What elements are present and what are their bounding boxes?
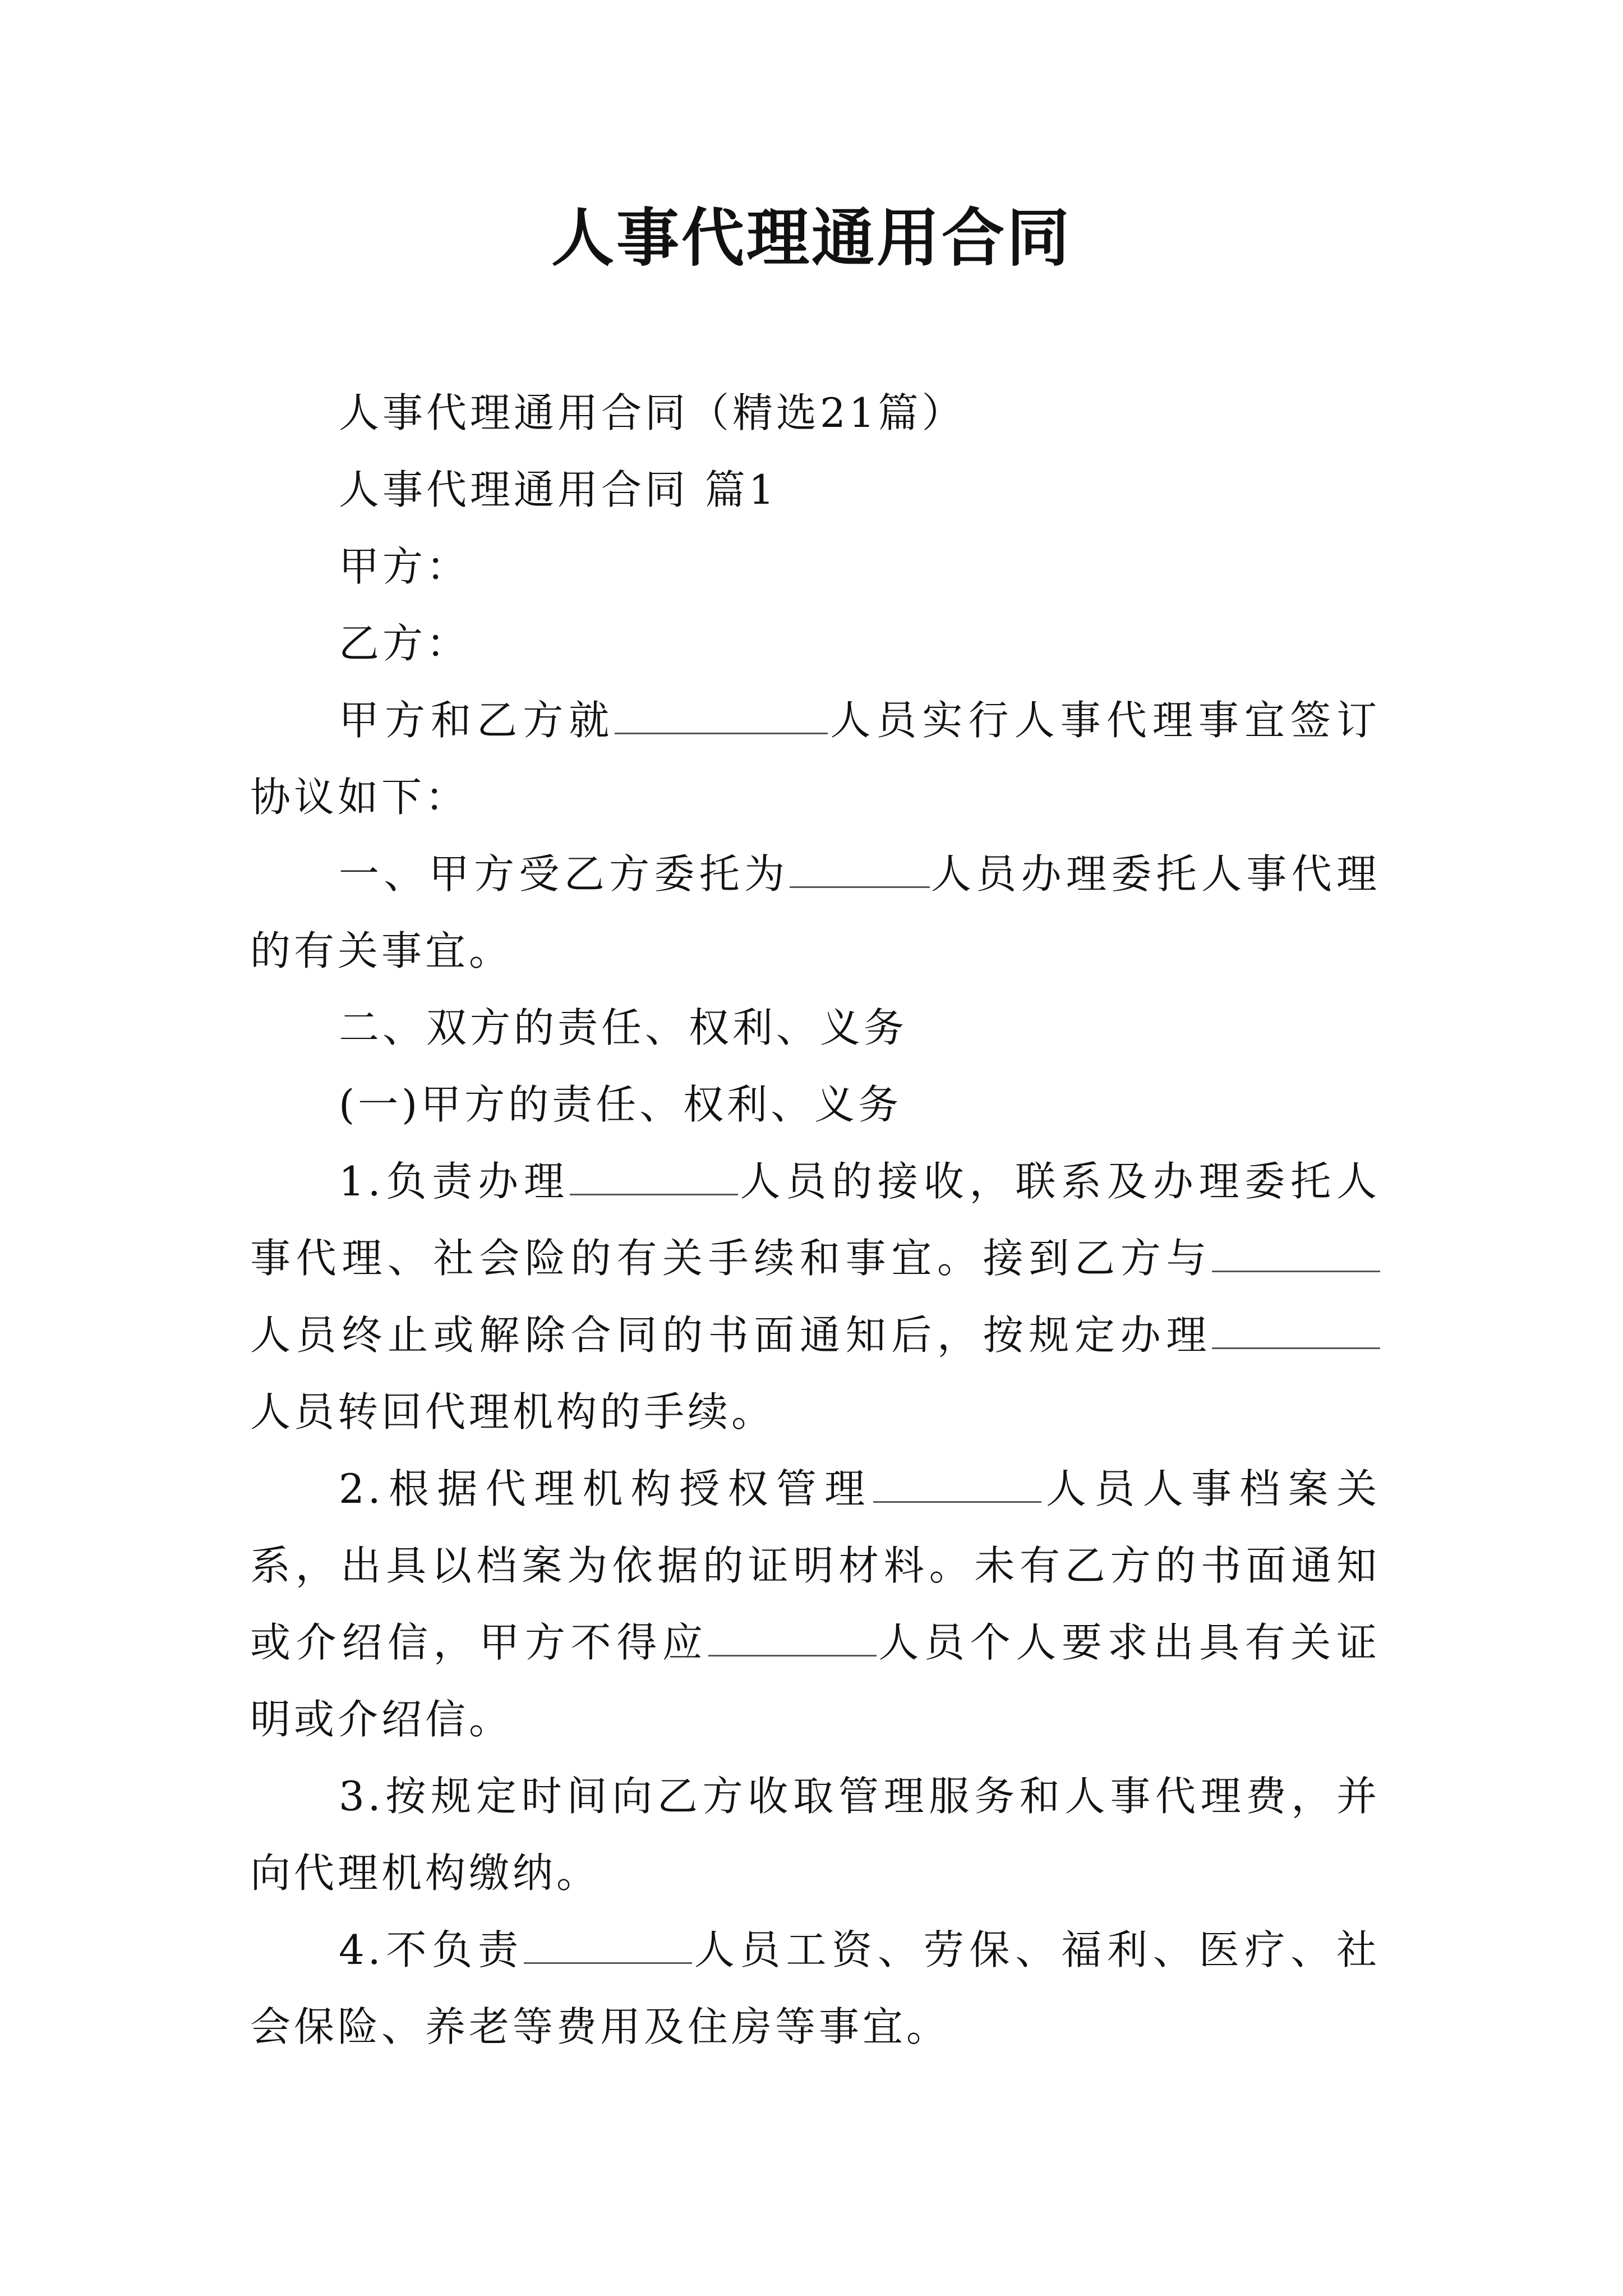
paragraph-party-b bbox=[250, 605, 1380, 682]
text-run: 人员的接收，联系及办理委托人事代理、社会险的有关手续和事宜。接到乙方与 bbox=[250, 1158, 1380, 1282]
text-run: 乙方： bbox=[339, 620, 471, 667]
fill-in-blank bbox=[615, 692, 828, 734]
paragraph-agreement-intro bbox=[250, 682, 1380, 836]
text-run: 甲方和乙方就 bbox=[339, 697, 615, 744]
text-run: 甲方： bbox=[339, 543, 471, 590]
paragraph-item-4 bbox=[250, 1912, 1380, 2065]
text-run: 一、甲方受乙方委托为 bbox=[339, 850, 790, 898]
paragraph-item-3 bbox=[250, 1758, 1380, 1912]
paragraph-subtitle bbox=[250, 375, 1380, 452]
paragraph-item-1 bbox=[250, 1143, 1380, 1451]
text-run: 人员工资、劳保、福利、医疗、社会保险、养老等费用及住房等事宜。 bbox=[250, 1926, 1380, 2050]
text-run: 1.负责办理 bbox=[339, 1158, 570, 1205]
text-run: 二、双方的责任、权利、义务 bbox=[339, 1004, 908, 1051]
paragraph-clause-2-heading bbox=[250, 990, 1380, 1066]
paragraph-clause-1 bbox=[250, 836, 1380, 990]
fill-in-blank bbox=[570, 1153, 738, 1195]
text-run: 4.不负责 bbox=[339, 1926, 524, 1973]
paragraph-section-heading bbox=[250, 452, 1380, 528]
document-body bbox=[250, 375, 1380, 2065]
text-run: 人事代理通用合同（精选21篇） bbox=[339, 389, 966, 436]
text-run: 人员转回代理机构的手续。 bbox=[250, 1388, 776, 1435]
fill-in-blank bbox=[1212, 1230, 1380, 1272]
fill-in-blank bbox=[1212, 1307, 1380, 1349]
paragraph-item-2 bbox=[250, 1451, 1380, 1758]
text-run: 3.按规定时间向乙方收取管理服务和人事代理费，并向代理机构缴纳。 bbox=[250, 1773, 1380, 1897]
paragraph-party-a bbox=[250, 528, 1380, 605]
document-title: 人事代理通用合同 bbox=[551, 201, 1072, 275]
text-run: 2.根据代理机构授权管理 bbox=[339, 1465, 873, 1512]
fill-in-blank bbox=[790, 846, 930, 888]
text-run: 人员终止或解除合同的书面通知后，按规定办理 bbox=[250, 1312, 1212, 1359]
text-run: 人员办理委托人事代理的有关事宜。 bbox=[250, 850, 1380, 974]
text-run: (一)甲方的责任、权利、义务 bbox=[339, 1081, 902, 1128]
text-run: 人员人事档案关系，出具以档案为依据的证明材料。未有乙方的书面通知或介绍信，甲方不得应 bbox=[250, 1465, 1380, 1666]
fill-in-blank bbox=[524, 1922, 692, 1964]
text-run: 人员个人要求出具有关证明或介绍信。 bbox=[250, 1619, 1380, 1743]
fill-in-blank bbox=[873, 1461, 1041, 1503]
text-run: 人事代理通用合同 篇1 bbox=[339, 466, 778, 513]
text-run: 人员实行人事代理事宜签订协议如下： bbox=[250, 697, 1380, 821]
fill-in-blank bbox=[708, 1614, 877, 1657]
paragraph-subclause-heading bbox=[250, 1066, 1380, 1143]
